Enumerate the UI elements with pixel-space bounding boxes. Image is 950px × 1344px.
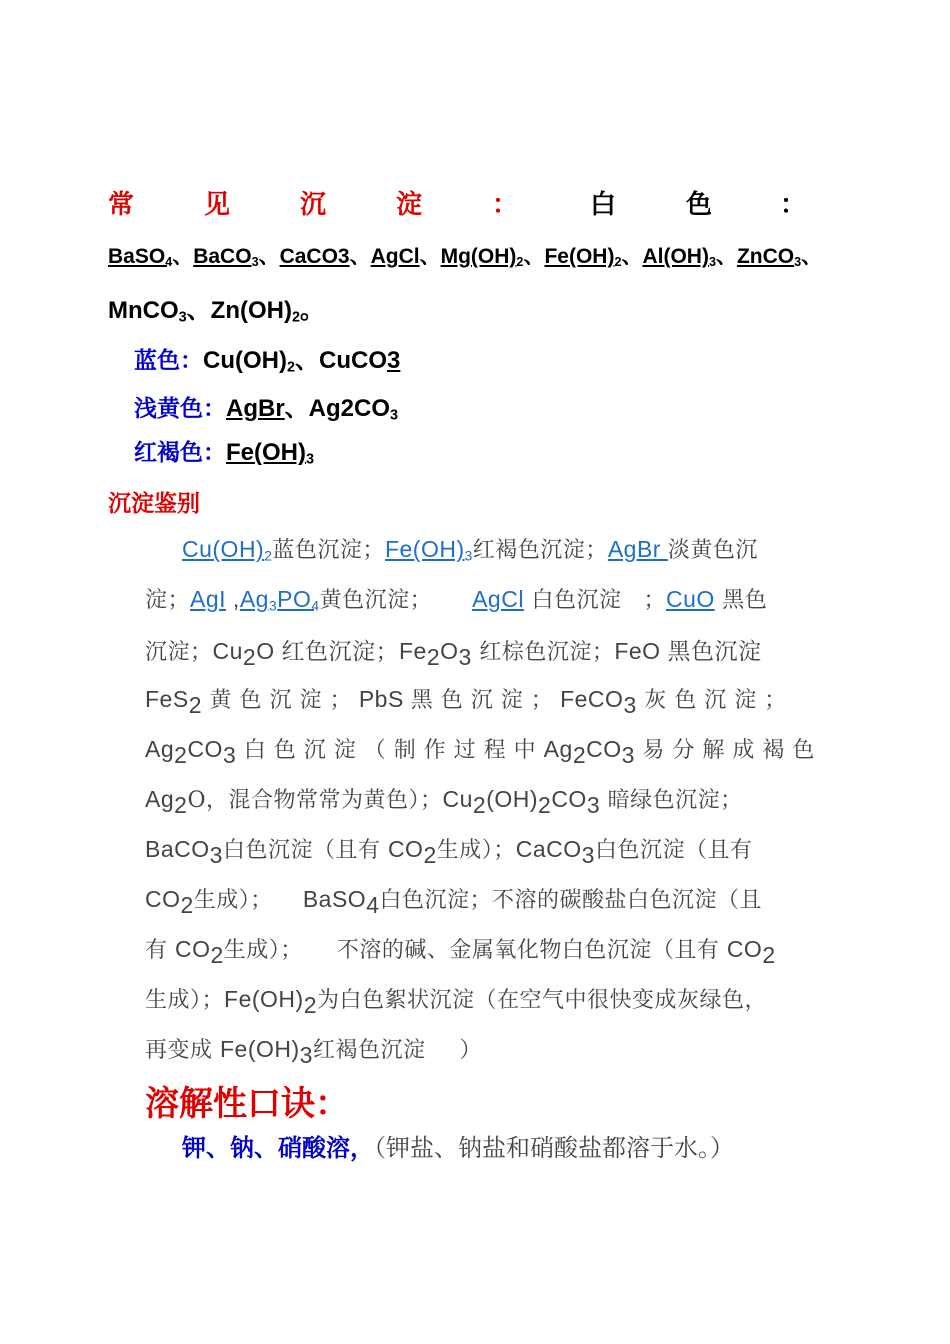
link-feoh3[interactable]: $Fe(OH)_3$ [384, 536, 473, 564]
white-precipitate-list-cont [108, 290, 324, 326]
link-cuo[interactable]: CuO [665, 586, 715, 612]
para-line: $CO_2$生成）； BaSO$_4$白色沉淀；不溶的碳酸盐白色沉淀（且 [145, 886, 762, 918]
formula-baco3: BaCO$_3$ [193, 245, 259, 270]
para-line: BaCO$_3$白色沉淀（且有 $CO_2$生成）；CaCO$_3$白色沉淀（且有 [145, 836, 753, 868]
formula-mgoh2: $Mg(OH)_2$ [440, 245, 524, 270]
heading-char: 色 [686, 190, 713, 220]
color-label-redbrown: 红褐色： [134, 440, 226, 466]
para-line: $Cu(OH)_2$蓝色沉淀；$Fe(OH)_3$红褐色沉淀；AgBr 淡黄色沉 [182, 536, 758, 564]
subscript: 3 [178, 309, 187, 326]
white-precipitate-list [108, 240, 822, 270]
separator: 、 [801, 245, 823, 268]
color-label-blue: 蓝色： [134, 348, 203, 374]
yellow-formulas: AgBr、$Ag2CO_3$ [226, 395, 399, 424]
redbrown-precipitates [134, 434, 314, 468]
heading-char: 沉 [300, 190, 327, 220]
separator: 、 [349, 245, 371, 268]
separator: 、 [523, 245, 545, 268]
separator: 、 [258, 245, 280, 268]
formula-caco3: CaCO3 [279, 245, 350, 268]
separator: 、 [621, 245, 643, 268]
formula-znco3: ZnCO$_3$ [736, 245, 802, 270]
para-line: $Ag_2CO_3$ 白 色 沉 淀 （ 制 作 过 程 中 $Ag_2CO_3$ 易 分 解 成 褐 色 [145, 736, 815, 768]
formula-baso4: BaSO$_4$ [108, 245, 173, 270]
heading-char: 常 [108, 190, 135, 220]
solubility-explanation: （钾盐、钠盐和硝酸盐都溶于水。） [374, 1134, 734, 1162]
blue-formulas: $Cu(OH)_2$、CuCO3 [203, 347, 401, 376]
para-line: FeS$_2$ 黄 色 沉 淀 ； PbS 黑 色 沉 淀 ； FeCO$_3$ 灰 色 沉 淀 ； [145, 686, 787, 718]
section-title: 沉淀鉴别 [108, 491, 200, 517]
solubility-title: 溶解性口诀： [145, 1084, 349, 1124]
para-line: $Ag_2O$，混合物常常为黄色）；$Cu_2(OH)_2CO_3$ 暗绿色沉淀； [145, 786, 743, 818]
link-cuoh2[interactable]: $Cu(OH)_2$ [182, 536, 273, 564]
blue-precipitates [134, 340, 400, 376]
formula-feoh2: $Fe(OH)_2$ [544, 245, 622, 270]
separator: 、 [419, 245, 441, 268]
heading-char: ： [780, 190, 807, 220]
formula-znoh2: 、Zn(OH) [186, 297, 292, 324]
para-line: 沉淀；$Cu_2O$ 红色沉淀；$Fe_2O_3$ 红棕色沉淀；FeO 黑色沉淀 [145, 638, 762, 670]
para-line: 生成）；$Fe(OH)_2$为白色絮状沉淀（在空气中很快变成灰绿色， [145, 986, 767, 1018]
solubility-line [182, 1128, 734, 1163]
color-label-yellow: 浅黄色： [134, 396, 226, 422]
heading-char: 见 [204, 190, 231, 220]
link-agcl[interactable]: AgCl [472, 586, 524, 612]
yellow-precipitates [134, 388, 398, 424]
para-line: 再变成 $Fe(OH)_3$红褐色沉淀 ） [145, 1036, 482, 1068]
heading-char: ： [492, 190, 519, 220]
subscript: 2 [291, 309, 300, 326]
para-line: 淀；AgI $,Ag_3PO_4$黄色沉淀； AgCl 白色沉淀 ；CuO 黑色 [145, 586, 768, 614]
separator: 、 [715, 245, 737, 268]
link-agi[interactable]: AgI [190, 586, 227, 612]
solubility-rule: 钾、钠、硝酸溶， [182, 1133, 374, 1162]
heading-char: 淀 [396, 190, 423, 220]
para-line: 有 $CO_2$生成）； 不溶的碱、金属氧化物白色沉淀（且有 $CO_2$ [145, 936, 776, 968]
formula-mnco3: MnCO [108, 297, 179, 324]
period: 。 [300, 297, 324, 324]
heading-char: 白 [590, 190, 617, 220]
link-agbr[interactable]: AgBr [607, 536, 668, 562]
formula-agcl: AgCl [370, 245, 420, 268]
formula-aloh3: $Al(OH)_3$ [642, 245, 716, 270]
link-ag3po4[interactable]: $Ag_3PO_4$ [239, 586, 320, 614]
separator: 、 [172, 245, 194, 268]
redbrown-formulas: $Fe(OH)_3$ [226, 439, 315, 468]
